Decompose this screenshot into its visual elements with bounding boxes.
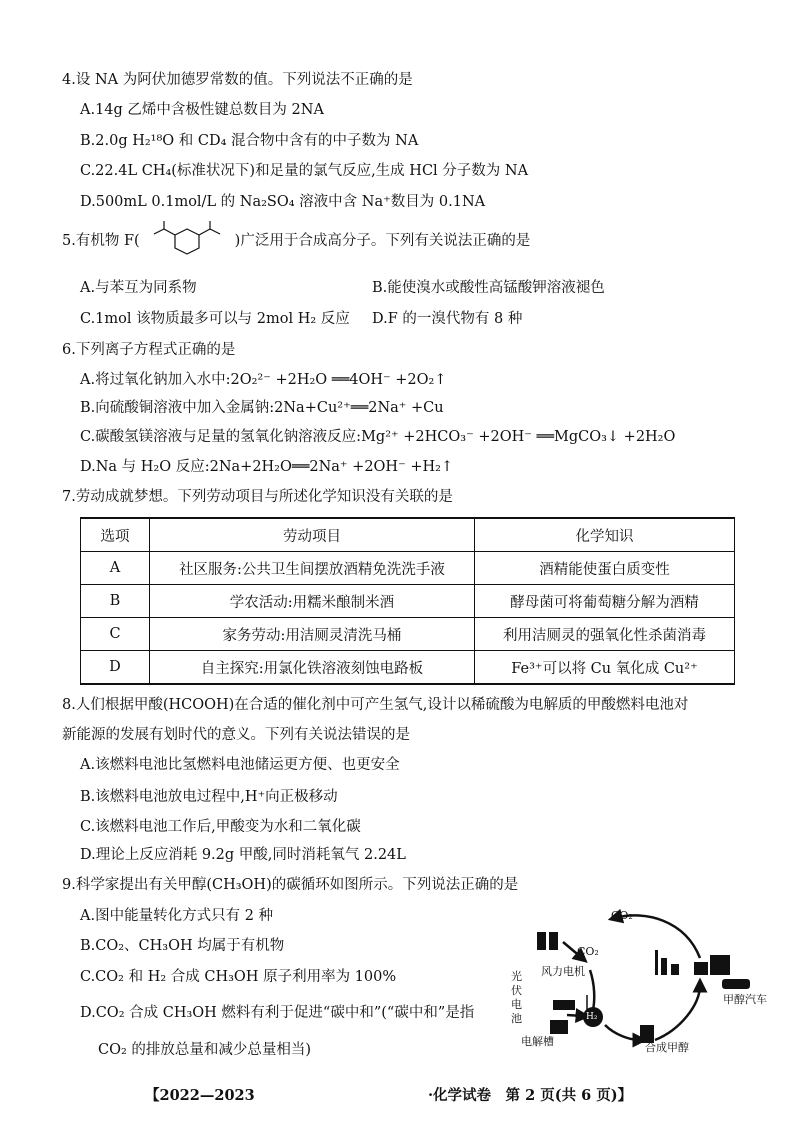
car-icon — [722, 979, 750, 989]
q8-option-b: B.该燃料电池放电过程中,H⁺向正极移动 — [80, 789, 338, 805]
header-labor: 劳动项目 — [150, 518, 475, 552]
q9-option-a: A.图中能量转化方式只有 2 种 — [80, 908, 274, 924]
factory-icon — [655, 950, 658, 975]
q9-option-c: C.CO₂ 和 H₂ 合成 CH₃OH 原子利用率为 100% — [80, 969, 397, 985]
q9-option-d-cont: CO₂ 的排放总量和减少总量相当) — [98, 1042, 312, 1058]
q9-stem: 9.科学家提出有关甲醇(CH₃OH)的碳循环如图所示。下列说法正确的是 — [62, 877, 519, 893]
q6-option-d: D.Na 与 H₂O 反应:2Na+2H₂O══2Na⁺ +2OH⁻ +H₂↑ — [80, 459, 454, 475]
cell: D — [81, 651, 150, 685]
q6-option-c: C.碳酸氢镁溶液与足量的氢氧化钠溶液反应:Mg²⁺ +2HCO₃⁻ +2OH⁻ ══MgCO₃↓ +2H₂O — [80, 429, 676, 445]
q5-option-c: C.1mol 该物质最多可以与 2mol H₂ 反应 — [80, 311, 350, 327]
cycle-arrows — [495, 880, 785, 1050]
table-row — [81, 552, 735, 585]
q5-stem-post: )广泛用于合成高分子。下列有关说法正确的是 — [234, 233, 531, 249]
q6-option-a: A.将过氧化钠加入水中:2O₂²⁻ +2H₂O ══4OH⁻ +2O₂↑ — [80, 372, 447, 388]
q5-stem — [62, 231, 530, 251]
q8-option-a: A.该燃料电池比氢燃料电池储运更方便、也更安全 — [80, 757, 400, 773]
cell: 酵母菌可将葡萄糖分解为酒精 — [475, 585, 735, 618]
cell: 学农活动:用糯米酿制米酒 — [150, 585, 475, 618]
truck-icon — [710, 955, 730, 975]
cell: 社区服务:公共卫生间摆放酒精免洗洗手液 — [150, 552, 475, 585]
q8-stem-line1: 8.人们根据甲酸(HCOOH)在合适的催化剂中可产生氢气,设计以稀硫酸为电解质的甲酸燃料电池对 — [62, 697, 689, 713]
cell: 酒精能使蛋白质变性 — [475, 552, 735, 585]
q6-stem: 6.下列离子方程式正确的是 — [62, 342, 236, 358]
q7-stem: 7.劳动成就梦想。下列劳动项目与所述化学知识没有关联的是 — [62, 489, 453, 505]
label-solar: 光伏电池 — [511, 970, 522, 1025]
cell: C — [81, 618, 150, 651]
q5-option-a: A.与苯互为同系物 — [80, 280, 197, 296]
table-header-row — [81, 518, 735, 552]
cell: 家务劳动:用洁厕灵清洗马桶 — [150, 618, 475, 651]
q5-option-d: D.F 的一溴代物有 8 种 — [372, 311, 523, 327]
label-co2-top: CO₂ — [611, 909, 633, 922]
cell: 利用洁厕灵的强氧化性杀菌消毒 — [475, 618, 735, 651]
cell: B — [81, 585, 150, 618]
q4-option-c: C.22.4L CH₄(标准状况下)和足量的氯气反应,生成 HCl 分子数为 NA — [80, 163, 529, 179]
solar-panel-icon — [553, 1000, 575, 1010]
q4-option-b: B.2.0g H₂¹⁸O 和 CD₄ 混合物中含有的中子数为 NA — [80, 133, 419, 149]
label-car: 甲醇汽车 — [723, 993, 767, 1006]
label-co2-left: CO₂ — [577, 945, 599, 958]
header-option: 选项 — [81, 518, 150, 552]
q4-stem: 4.设 NA 为阿伏加德罗常数的值。下列说法不正确的是 — [62, 72, 413, 88]
header-knowledge: 化学知识 — [475, 518, 735, 552]
carbon-cycle-diagram — [495, 880, 785, 1054]
footer-right: ·化学试卷 第 2 页(共 6 页)】 — [428, 1087, 633, 1104]
label-electrolysis: 电解槽 — [521, 1035, 554, 1048]
power-plant-icon — [537, 932, 546, 950]
structure-image — [140, 231, 235, 251]
q8-option-c: C.该燃料电池工作后,甲酸变为水和二氧化碳 — [80, 819, 361, 835]
q6-option-b: B.向硫酸铜溶液中加入金属钠:2Na+Cu²⁺══2Na⁺ +Cu — [80, 400, 444, 416]
label-wind: 风力电机 — [541, 965, 585, 978]
table-row — [81, 651, 735, 685]
q8-option-d: D.理论上反应消耗 9.2g 甲酸,同时消耗氧气 2.24L — [80, 847, 406, 863]
q9-option-d: D.CO₂ 合成 CH₃OH 燃料有利于促进“碳中和”(“碳中和”是指 — [80, 1005, 475, 1021]
q8-stem-line2: 新能源的发展有划时代的意义。下列有关说法错误的是 — [62, 727, 410, 743]
footer-left: 【2022—2023 — [145, 1087, 255, 1104]
table-row — [81, 585, 735, 618]
q5-stem-pre: 5.有机物 F( — [62, 233, 140, 249]
cell: A — [81, 552, 150, 585]
q4-option-a: A.14g 乙烯中含极性键总数目为 2NA — [80, 102, 324, 118]
q5-option-b: B.能使溴水或酸性高锰酸钾溶液褪色 — [372, 280, 605, 296]
q7-table — [80, 517, 735, 685]
cell: Fe³⁺可以将 Cu 氧化成 Cu²⁺ — [475, 651, 735, 685]
table-row — [81, 618, 735, 651]
cell: 自主探究:用氯化铁溶液刻蚀电路板 — [150, 651, 475, 685]
label-synth: 合成甲醇 — [645, 1041, 689, 1054]
q9-option-b: B.CO₂、CH₃OH 均属于有机物 — [80, 938, 285, 954]
label-h2: H₂ — [586, 1012, 598, 1022]
q4-option-d: D.500mL 0.1mol/L 的 Na₂SO₄ 溶液中含 Na⁺数目为 0.1NA — [80, 194, 486, 210]
